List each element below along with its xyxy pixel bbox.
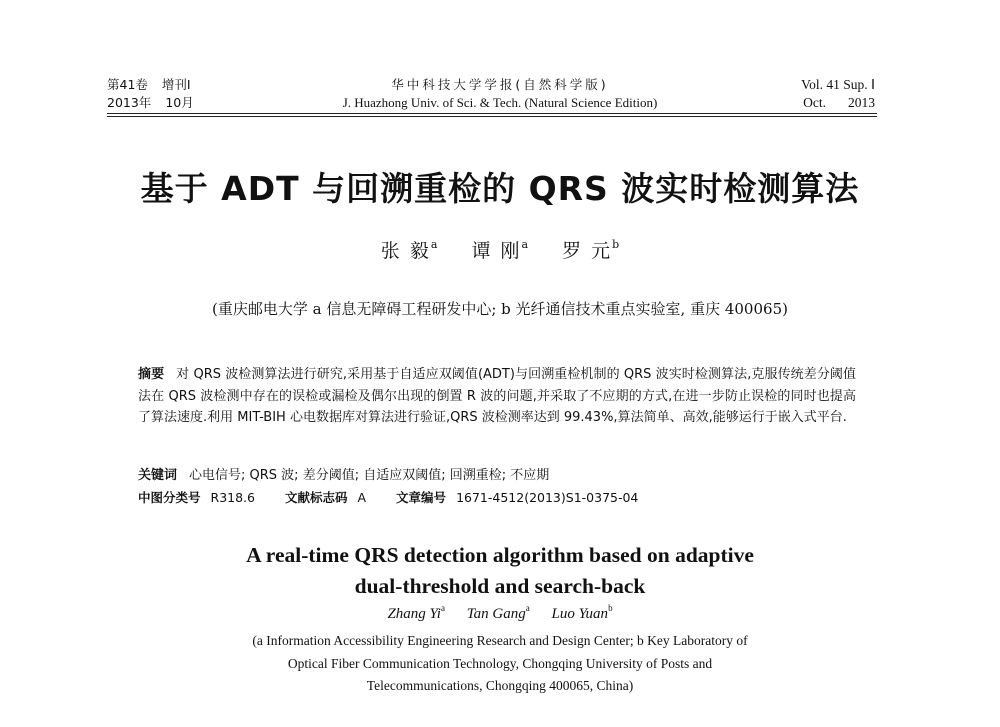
header-year-en: 2013 [848, 95, 875, 110]
header-rule-thick [107, 113, 877, 114]
affiliation-cn: (重庆邮电大学 a 信息无障碍工程研发中心; b 光纤通信技术重点实验室, 重庆 400065) [212, 300, 788, 318]
keywords-cn [138, 464, 549, 483]
author-en: Tan Gang$^a$ [466, 603, 530, 622]
header-year: 2013年 [107, 95, 152, 110]
authors-en [0, 603, 1000, 623]
clc-label: 中图分类号 [138, 490, 201, 505]
article-id-label: 文章编号 [396, 490, 447, 505]
abstract-cn [138, 364, 856, 429]
header-issue: 增刊Ⅰ [161, 77, 191, 92]
paper-title-en [0, 540, 1000, 602]
header-month: 10月 [165, 95, 194, 110]
affiliation-en-line: Telecommunications, Chongqing 400065, China) [366, 678, 634, 693]
author-en: Zhang Yi$^a$ [387, 603, 445, 622]
header-month-en: Oct. [803, 95, 826, 110]
header-volume: 第41卷 [107, 77, 148, 92]
affiliation-en-line: Optical Fiber Communication Technology, Chongqing University of Posts and [287, 655, 713, 671]
author-cn: 张 毅$^a$ [380, 238, 438, 262]
abstract-text: 对 QRS 波检测算法进行研究,采用基于自适应双阈值(ADT)与回溯重检机制的 QRS 波实时检测算法,克服传统差分阈值法在 QRS 波检测中存在的误检或漏检及偶尔出现的倒置 R 波的问题,并采取了不应期的方式,在进一步防止误检的同时也提高了算法速度.利用 MIT-BIH 心电数据库对算法进行验证,QRS 波检测率达到 99.43%,算法简单、高效,能够运行于嵌入式平台. [138, 367, 856, 425]
affiliation-en [0, 630, 1000, 698]
author-en: Luo Yuan$^b$ [551, 603, 613, 622]
clc-value: R318.6 [210, 490, 255, 505]
header-rule-thin [107, 116, 877, 117]
author-cn: 谭 刚$^a$ [471, 238, 529, 262]
keywords-label: 关键词 [138, 468, 178, 483]
doc-code-label: 文献标志码 [284, 490, 348, 505]
article-id-value: 1671-4512(2013)S1-0375-04 [456, 490, 639, 505]
affiliation-en-line: (a Information Accessibility Engineering Research and Design Center; b Key Laboratory of [252, 633, 748, 648]
paper-title-en-line2: dual-threshold and search-back [354, 574, 646, 598]
header-volume-info-en [801, 76, 875, 112]
journal-name-en: J. Huazhong Univ. of Sci. & Tech. (Natural Science Edition) [342, 95, 658, 110]
doc-code-value: A [357, 490, 367, 505]
journal-name-cn: 华中科技大学学报(自然科学版) [391, 77, 609, 92]
author-cn: 罗 元$^b$ [562, 238, 620, 262]
classification-line [138, 488, 638, 506]
abstract-label: 摘要 [138, 367, 165, 382]
authors-cn [0, 236, 1000, 263]
paper-title-en-line1: A real-time QRS detection algorithm based on adaptive [246, 543, 754, 567]
paper-title-cn: 基于 ADT 与回溯重检的 QRS 波实时检测算法 [140, 169, 860, 208]
keywords-text: 心电信号; QRS 波; 差分阈值; 自适应双阈值; 回溯重检; 不应期 [189, 468, 550, 483]
header-volume-en: Vol. 41 Sup. Ⅰ [801, 77, 875, 92]
